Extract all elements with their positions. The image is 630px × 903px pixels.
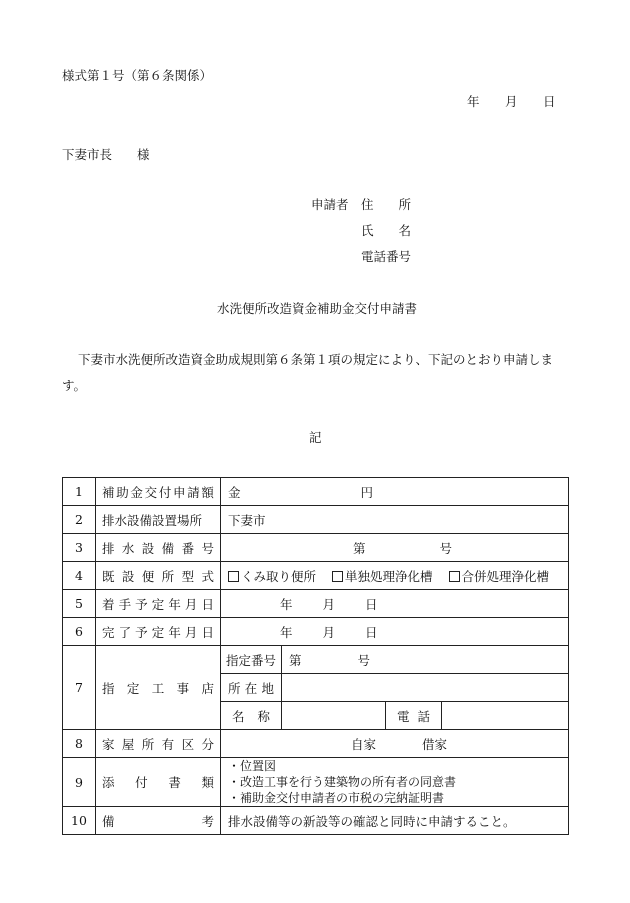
label-char: 名 bbox=[232, 708, 245, 724]
option-label: くみ取り便所 bbox=[241, 568, 317, 584]
date-day: 日 bbox=[364, 596, 378, 612]
spread-label bbox=[228, 707, 274, 725]
label-char: 排 bbox=[102, 540, 115, 556]
option-tandoku[interactable] bbox=[332, 569, 433, 584]
table-row bbox=[63, 478, 569, 506]
contractor-name-field[interactable] bbox=[282, 702, 386, 730]
date-year-label: 年 bbox=[467, 94, 480, 109]
label-char: 指 bbox=[102, 680, 115, 696]
table-row bbox=[63, 807, 569, 835]
label-char: 所 bbox=[161, 568, 175, 584]
label-char: 所 bbox=[141, 736, 155, 752]
location-prefix: 下妻市 bbox=[228, 512, 266, 528]
label-char: 予 bbox=[135, 596, 148, 612]
option-label: 合併処理浄化槽 bbox=[461, 568, 550, 584]
item-label bbox=[96, 590, 221, 618]
date-month: 月 bbox=[322, 624, 335, 640]
option-gappei[interactable] bbox=[449, 569, 550, 584]
label-char: 月 bbox=[184, 596, 198, 612]
remarks-char-2: 考 bbox=[201, 813, 214, 829]
item-label bbox=[96, 618, 221, 646]
ki-heading: 記 bbox=[309, 430, 322, 445]
item-label bbox=[96, 478, 221, 506]
label-char: 額 bbox=[201, 484, 214, 500]
remarks-field: 排水設備等の新設等の確認と同時に申請すること。 bbox=[221, 807, 569, 835]
label-char: 日 bbox=[201, 596, 214, 612]
row-number: 7 bbox=[63, 646, 96, 730]
label-char: 定 bbox=[151, 624, 165, 640]
option-label: 単独処理浄化槽 bbox=[345, 568, 433, 584]
item-text: 排水設備設置場所 bbox=[102, 512, 203, 528]
label-char: 区 bbox=[181, 736, 195, 752]
label-char: 日 bbox=[201, 624, 214, 640]
attachment-item: ・補助金交付申請者の市税の完納証明書 bbox=[228, 791, 445, 805]
date-year: 年 bbox=[279, 596, 293, 612]
row-number: 6 bbox=[63, 618, 96, 646]
addressee: 下妻市長 様 bbox=[62, 147, 150, 162]
label-char: 定 bbox=[151, 596, 165, 612]
item-label bbox=[96, 562, 221, 590]
amount-prefix: 金 bbox=[228, 484, 241, 500]
item-label bbox=[96, 506, 221, 534]
label-char: 有 bbox=[161, 736, 175, 752]
start-date-field[interactable] bbox=[221, 590, 569, 618]
label-char: 交 bbox=[144, 484, 158, 500]
label-char: 金 bbox=[130, 484, 143, 500]
contractor-location-field[interactable] bbox=[282, 674, 569, 702]
label-char: 工 bbox=[151, 680, 165, 696]
label-char: 備 bbox=[161, 540, 175, 556]
phone-label-cell bbox=[386, 702, 442, 730]
checkbox-icon[interactable] bbox=[449, 571, 460, 582]
remarks-char-1: 備 bbox=[102, 813, 115, 829]
contractor-phone-field[interactable] bbox=[442, 702, 569, 730]
body-text-line2: す。 bbox=[62, 378, 87, 393]
date-month-label: 月 bbox=[505, 94, 518, 109]
ownership-rent[interactable]: 借家 bbox=[421, 736, 447, 752]
label-char: 型 bbox=[181, 568, 195, 584]
ownership-field[interactable] bbox=[221, 730, 569, 758]
row-number: 8 bbox=[63, 730, 96, 758]
label-char: 着 bbox=[102, 596, 115, 612]
label-char: 書 bbox=[168, 775, 181, 790]
label-char: 屋 bbox=[121, 736, 135, 752]
spread-label bbox=[102, 735, 214, 753]
spread-label bbox=[102, 773, 214, 791]
label-char: 地 bbox=[261, 680, 274, 696]
option-kumitori[interactable] bbox=[228, 569, 316, 584]
row-number: 10 bbox=[63, 807, 96, 835]
number-dai: 第 bbox=[352, 540, 366, 556]
row-number: 9 bbox=[63, 758, 96, 807]
checkbox-icon[interactable] bbox=[228, 571, 239, 582]
label-char: 事 bbox=[176, 680, 190, 696]
label-char: 設 bbox=[141, 540, 155, 556]
checkbox-icon[interactable] bbox=[332, 571, 343, 582]
label-char: 請 bbox=[187, 484, 200, 500]
spread-label bbox=[102, 567, 214, 585]
spread-label bbox=[102, 679, 214, 697]
label-char: 申 bbox=[173, 484, 186, 500]
spread-label bbox=[102, 812, 214, 830]
label-char: 番 bbox=[181, 540, 195, 556]
label-char: 年 bbox=[168, 596, 181, 612]
item-label bbox=[96, 534, 221, 562]
label-char: 助 bbox=[116, 484, 129, 500]
label-char: 補 bbox=[102, 484, 115, 500]
date-month: 月 bbox=[322, 596, 335, 612]
table-row bbox=[63, 730, 569, 758]
form-number: 様式第１号（第６条関係） bbox=[62, 68, 213, 83]
designation-number-label: 指定番号 bbox=[221, 646, 282, 674]
label-char: 水 bbox=[121, 540, 135, 556]
label-char: 電 bbox=[397, 708, 410, 724]
table-row bbox=[63, 618, 569, 646]
label-char: 家 bbox=[102, 736, 115, 752]
item-label bbox=[96, 807, 221, 835]
label-char: 設 bbox=[121, 568, 135, 584]
installation-location-field[interactable] bbox=[221, 506, 569, 534]
label-char: 話 bbox=[417, 708, 430, 724]
label-char: 付 bbox=[158, 484, 172, 500]
row-number: 1 bbox=[63, 478, 96, 506]
body-text-line1: 下妻市水洗便所改造資金助成規則第６条第１項の規定により、下記のとおり申請しま bbox=[78, 352, 554, 367]
date-day-label: 日 bbox=[543, 94, 556, 109]
label-char: 手 bbox=[118, 596, 132, 612]
label-char: 便 bbox=[141, 568, 155, 584]
label-char: 了 bbox=[118, 624, 132, 640]
applicant-address-label: 住 所 bbox=[361, 197, 412, 212]
label-char: 付 bbox=[135, 775, 148, 790]
location-label-cell bbox=[221, 674, 282, 702]
label-char: 所 bbox=[228, 680, 241, 696]
label-char: 称 bbox=[257, 708, 270, 724]
label-char: 在 bbox=[244, 680, 258, 696]
spread-label bbox=[102, 595, 214, 613]
table-row bbox=[63, 534, 569, 562]
label-char: 添 bbox=[102, 775, 115, 790]
row-number: 2 bbox=[63, 506, 96, 534]
table-row bbox=[63, 758, 569, 807]
table-row bbox=[63, 646, 569, 674]
spread-label bbox=[393, 707, 434, 725]
label-char: 月 bbox=[184, 624, 198, 640]
name-label-cell bbox=[221, 702, 282, 730]
designation-number-field[interactable] bbox=[282, 646, 569, 674]
spread-label bbox=[102, 623, 214, 641]
item-label bbox=[96, 646, 221, 730]
spread-label bbox=[228, 679, 274, 697]
label-char: 予 bbox=[135, 624, 148, 640]
item-label-text bbox=[102, 483, 214, 501]
label-char: 類 bbox=[201, 775, 214, 790]
attachment-item: ・位置図 bbox=[228, 759, 277, 773]
designation-dai: 第 bbox=[289, 652, 302, 668]
label-char: 分 bbox=[201, 736, 214, 752]
subsidy-amount-field[interactable] bbox=[221, 478, 569, 506]
applicant-name-label: 氏 名 bbox=[361, 223, 412, 238]
number-go: 号 bbox=[439, 540, 452, 556]
document-title: 水洗便所改造資金補助金交付申請書 bbox=[217, 301, 418, 316]
table-row bbox=[63, 562, 569, 590]
table-row bbox=[63, 506, 569, 534]
application-table bbox=[62, 477, 569, 835]
amount-suffix: 円 bbox=[360, 484, 373, 500]
applicant-phone-label: 電話番号 bbox=[361, 249, 412, 264]
item-label bbox=[96, 730, 221, 758]
attachment-item: ・改造工事を行う建築物の所有者の同意書 bbox=[228, 775, 457, 789]
spread-label bbox=[102, 539, 214, 557]
label-char: 既 bbox=[102, 568, 115, 584]
label-char: 定 bbox=[126, 680, 140, 696]
equipment-number-field[interactable] bbox=[221, 534, 569, 562]
row-number: 5 bbox=[63, 590, 96, 618]
row-number: 4 bbox=[63, 562, 96, 590]
designation-go: 号 bbox=[357, 652, 370, 668]
toilet-type-options bbox=[221, 562, 569, 590]
attachments-list bbox=[221, 758, 569, 807]
label-char: 完 bbox=[102, 624, 115, 640]
label-char: 号 bbox=[201, 540, 214, 556]
label-char: 店 bbox=[201, 680, 214, 696]
table-row bbox=[63, 590, 569, 618]
date-day: 日 bbox=[364, 624, 378, 640]
applicant-label: 申請者 bbox=[311, 197, 349, 212]
row-number: 3 bbox=[63, 534, 96, 562]
completion-date-field[interactable] bbox=[221, 618, 569, 646]
date-year: 年 bbox=[279, 624, 293, 640]
label-char: 式 bbox=[201, 568, 214, 584]
label-char: 年 bbox=[168, 624, 181, 640]
item-label bbox=[96, 758, 221, 807]
ownership-own[interactable]: 自家 bbox=[350, 736, 376, 752]
